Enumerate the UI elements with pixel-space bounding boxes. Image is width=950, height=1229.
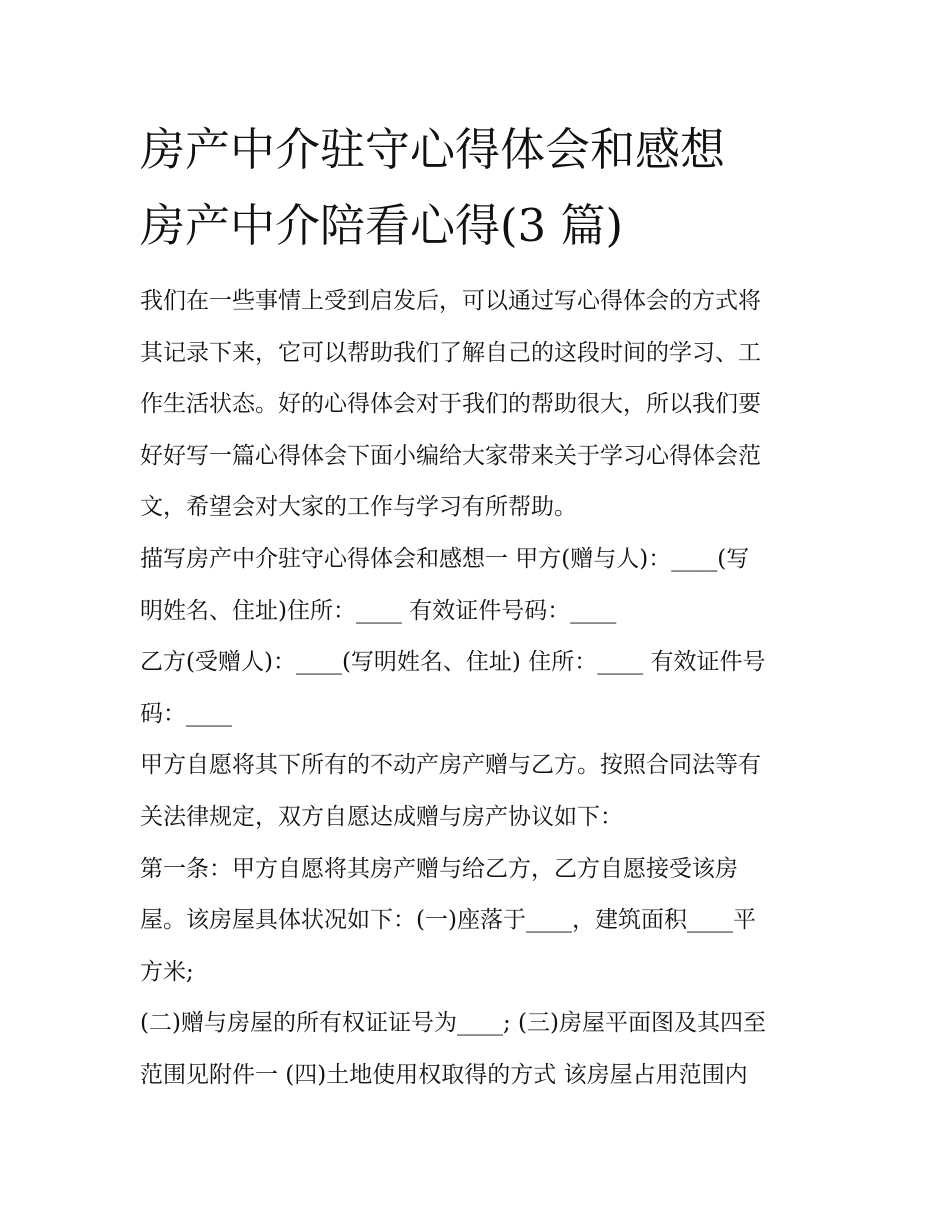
text-line: 明姓名、住址)住所：____ 有效证件号码：____ [140, 597, 617, 624]
text-line: 其记录下来，它可以帮助我们了解自己的这段时间的学习、工 [140, 339, 761, 366]
text-line: 屋。该房屋具体状况如下：(一)座落于____，建筑面积____平 [140, 907, 756, 934]
paragraph-party-b [140, 637, 830, 740]
text-line: 第一条：甲方自愿将其房产赠与给乙方，乙方自愿接受该房 [140, 855, 738, 882]
text-line: 描写房产中介驻守心得体会和感想一 甲方(赠与人)：____(写 [140, 545, 750, 572]
text-line: (二)赠与房屋的所有权证证号为____; (三)房屋平面图及其四至 [140, 1010, 766, 1037]
paragraph-article-1-details [140, 998, 830, 1101]
text-line: 码：____ [140, 700, 232, 727]
paragraph-agreement [140, 740, 830, 843]
text-line: 作生活状态。好的心得体会对于我们的帮助很大，所以我们要 [140, 391, 761, 418]
text-line: 我们在一些事情上受到启发后，可以通过写心得体会的方式将 [140, 288, 761, 314]
text-line: 范围见附件一 (四)土地使用权取得的方式 该房屋占用范围内 [140, 1061, 748, 1088]
document-body [140, 276, 830, 1102]
paragraph-article-1 [140, 844, 830, 999]
text-line: 关法律规定，双方自愿达成赠与房产协议如下： [140, 803, 623, 830]
text-line: 好好写一篇心得体会下面小编给大家带来关于学习心得体会范 [140, 442, 761, 469]
text-line: 方米; [140, 958, 194, 985]
text-line: 甲方自愿将其下所有的不动产房产赠与乙方。按照合同法等有 [140, 752, 761, 779]
paragraph-party-a [140, 534, 830, 637]
title-line-2: 房产中介陪看心得(3 篇) [140, 199, 624, 252]
paragraph-intro [140, 276, 830, 534]
document-title [140, 112, 820, 264]
text-line: 文，希望会对大家的工作与学习有所帮助。 [140, 494, 577, 521]
title-line-1: 房产中介驻守心得体会和感想 [140, 123, 726, 176]
text-line: 乙方(受赠人)：____(写明姓名、住址) 住所：____ 有效证件号 [140, 649, 766, 676]
